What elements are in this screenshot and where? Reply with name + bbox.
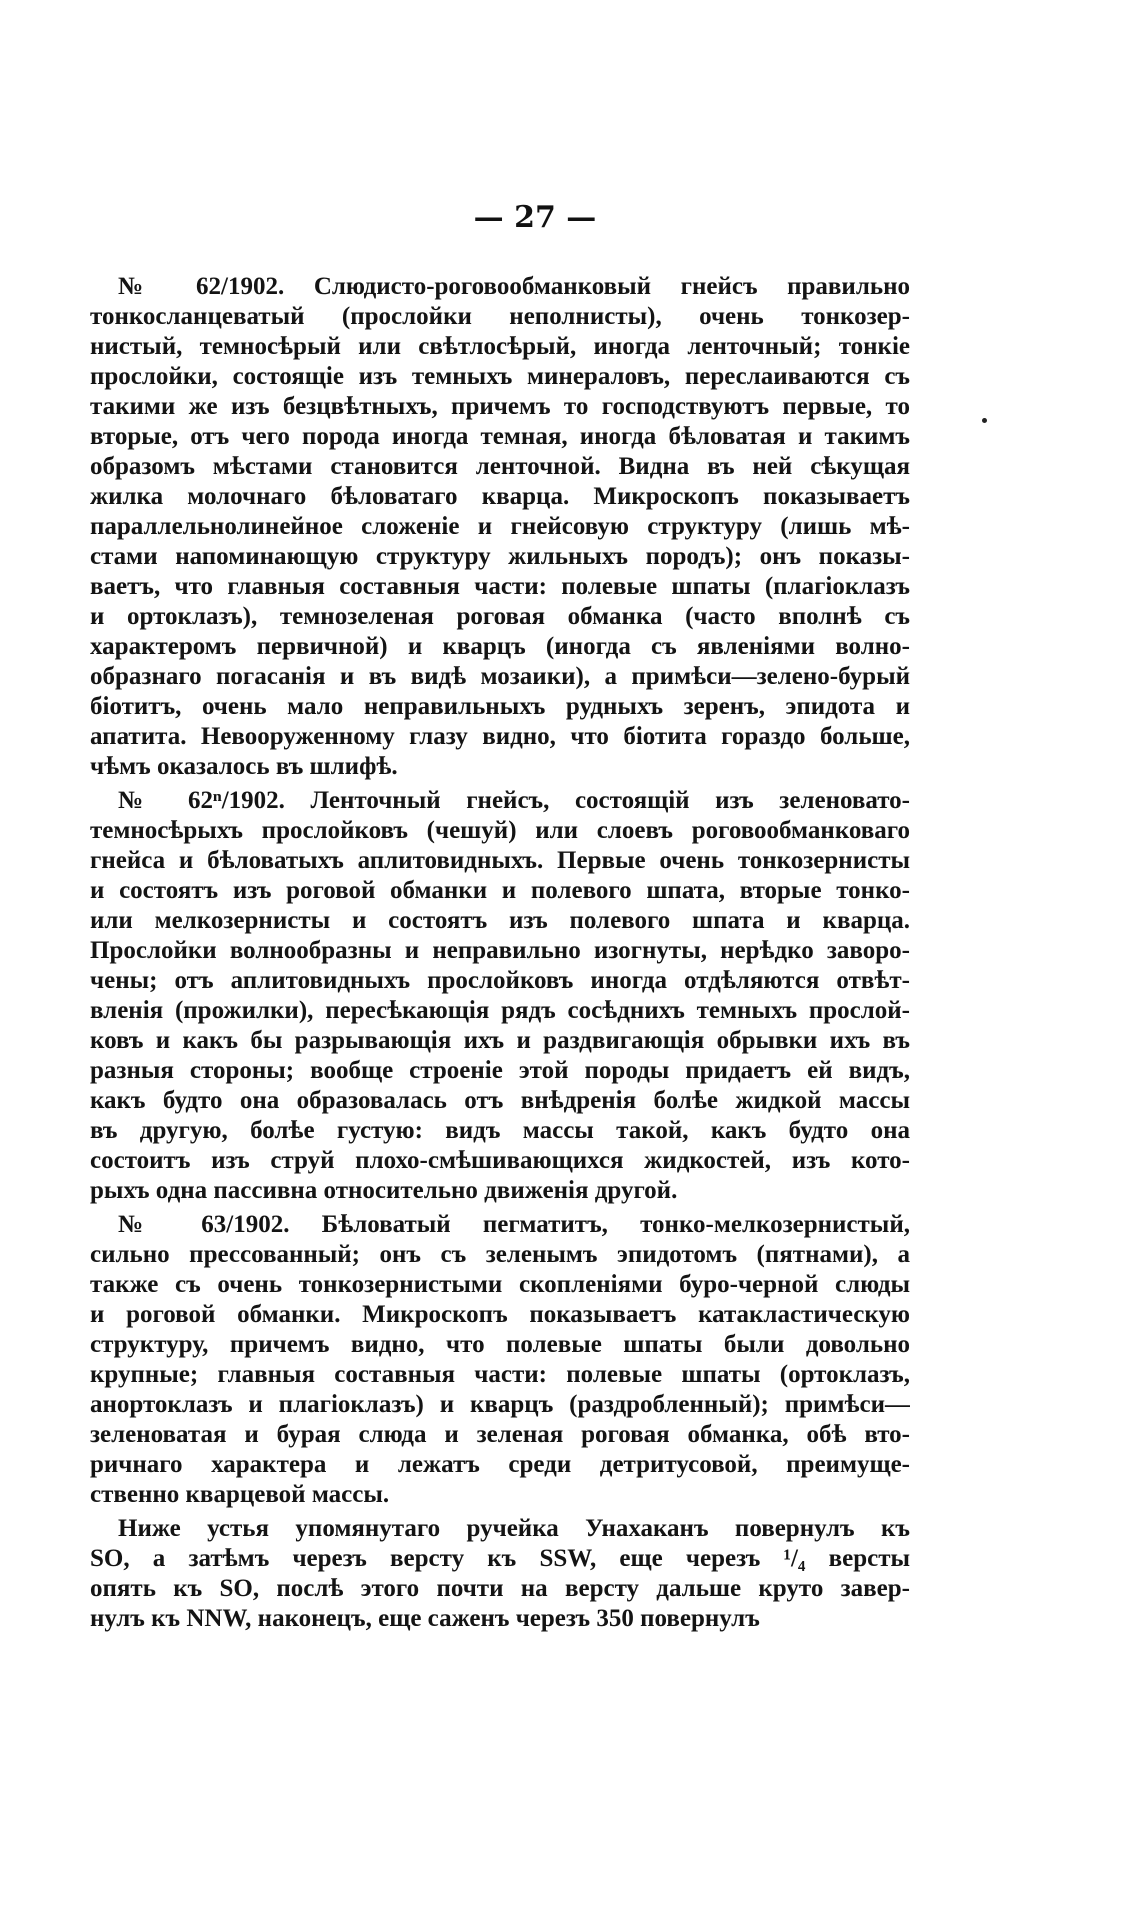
paragraph-p-river (90, 1514, 910, 1634)
text-line: ваетъ, что главныя составныя части: полевые шпаты (плагіоклазъ (90, 573, 910, 600)
text-line: ричнаго характера и лежатъ среди детритусовой, преимуще- (90, 1451, 910, 1478)
text-line: № 62ⁿ/1902. Ленточный гнейсъ, состоящій изъ зеленовато- (118, 787, 910, 814)
text-line: образнаго погасанія и въ видѣ мозаики), а примѣси—зелено-бурый (90, 663, 910, 690)
text-line: № 62/1902. Слюдисто-роговообманковый гнейсъ правильно (118, 273, 910, 300)
text-line: нистый, темносѣрый или свѣтлосѣрый, иногда ленточный; тонкіе (90, 333, 910, 360)
text-line: также съ очень тонкозернистыми скопленіями буро-черной слюды (90, 1271, 910, 1298)
page-number: — 27 — (473, 200, 597, 235)
text-line: ственно кварцевой массы. (90, 1481, 390, 1508)
text-line: SO, а затѣмъ черезъ версту къ SSW, еще черезъ ¹/₄ версты (90, 1545, 910, 1572)
text-line: или мелкозернисты и состоятъ изъ полевого шпата и кварца. (90, 907, 910, 934)
text-line: опять къ SO, послѣ этого почти на версту дальше круто завер- (90, 1575, 910, 1602)
text-line: нулъ къ NNW, наконецъ, еще саженъ черезъ 350 повернулъ (90, 1605, 760, 1632)
text-line: апатита. Невооруженному глазу видно, что біотита гораздо больше, (90, 723, 910, 750)
text-line: параллельнолинейное сложеніе и гнейсовую структуру (лишь мѣ- (90, 513, 910, 540)
text-line: состоитъ изъ струй плохо-смѣшивающихся жидкостей, изъ кото- (90, 1147, 910, 1174)
text-line: образомъ мѣстами становится ленточной. Видна въ ней сѣкущая (90, 453, 910, 480)
text-line: темносѣрыхъ прослойковъ (чешуй) или слоевъ роговообманковаго (90, 817, 910, 844)
paragraph-p62 (90, 272, 910, 782)
text-line: тонкосланцеватый (прослойки неполнисты), очень тонкозер- (90, 303, 910, 330)
text-line: Ниже устья упомянутаго ручейка Унахаканъ повернулъ къ (118, 1515, 910, 1542)
body-text (90, 272, 910, 1634)
text-line: гнейса и бѣловатыхъ аплитовидныхъ. Первые очень тонкозернисты (90, 847, 910, 874)
text-line: и ортоклазъ), темнозеленая роговая обманка (часто вполнѣ съ (90, 603, 910, 630)
text-line: зеленоватая и бурая слюда и зеленая роговая обманка, обѣ вто- (90, 1421, 910, 1448)
text-line: біотитъ, очень мало неправильныхъ рудныхъ зеренъ, эпидота и (90, 693, 910, 720)
text-line: Прослойки волнообразны и неправильно изогнуты, нерѣдко заворо- (90, 937, 910, 964)
paragraph-p62n (90, 786, 910, 1206)
paragraph-p63 (90, 1210, 910, 1510)
text-line: разныя стороны; вообще строеніе этой породы придаетъ ей видъ, (90, 1057, 910, 1084)
text-line: въ другую, болѣе густую: видъ массы такой, какъ будто она (90, 1117, 910, 1144)
text-line: ковъ и какъ бы разрывающія ихъ и раздвигающія обрывки ихъ въ (90, 1027, 910, 1054)
text-line: и состоятъ изъ роговой обманки и полевого шпата, вторые тонко- (90, 877, 910, 904)
text-line: № 63/1902. Бѣловатый пегматитъ, тонко-мелкозернистый, (118, 1211, 910, 1238)
text-line: жилка молочнаго бѣловатаго кварца. Микроскопъ показываетъ (90, 483, 910, 510)
text-line: чены; отъ аплитовидныхъ прослойковъ иногда отдѣляются отвѣт- (90, 967, 910, 994)
text-line: вторые, отъ чего порода иногда темная, иногда бѣловатая и такимъ (90, 423, 910, 450)
text-line: рыхъ одна пассивна относительно движенія другой. (90, 1177, 678, 1204)
text-line: чѣмъ оказалось въ шлифѣ. (90, 753, 398, 780)
text-line: сильно прессованный; онъ съ зеленымъ эпидотомъ (пятнами), а (90, 1241, 910, 1268)
text-line: характеромъ первичной) и кварцъ (иногда съ явленіями волно- (90, 633, 910, 660)
text-line: анортоклазъ и плагіоклазъ) и кварцъ (раздробленный); примѣси— (90, 1391, 910, 1418)
text-line: крупные; главныя составныя части: полевые шпаты (ортоклазъ, (90, 1361, 910, 1388)
text-line: такими же изъ безцвѣтныхъ, причемъ то господствуютъ первые, то (90, 393, 910, 420)
text-line: стами напоминающую структуру жильныхъ породъ); онъ показы- (90, 543, 910, 570)
text-line: какъ будто она образовалась отъ внѣдренія болѣе жидкой массы (90, 1087, 910, 1114)
text-line: и роговой обманки. Микроскопъ показываетъ катакластическую (90, 1301, 910, 1328)
text-line: вленія (прожилки), пересѣкающія рядъ сосѣднихъ темныхъ прослой- (90, 997, 910, 1024)
print-speck (982, 418, 987, 423)
text-line: прослойки, состоящіе изъ темныхъ минераловъ, переслаиваются съ (90, 363, 910, 390)
text-line: структуру, причемъ видно, что полевые шпаты были довольно (90, 1331, 910, 1358)
